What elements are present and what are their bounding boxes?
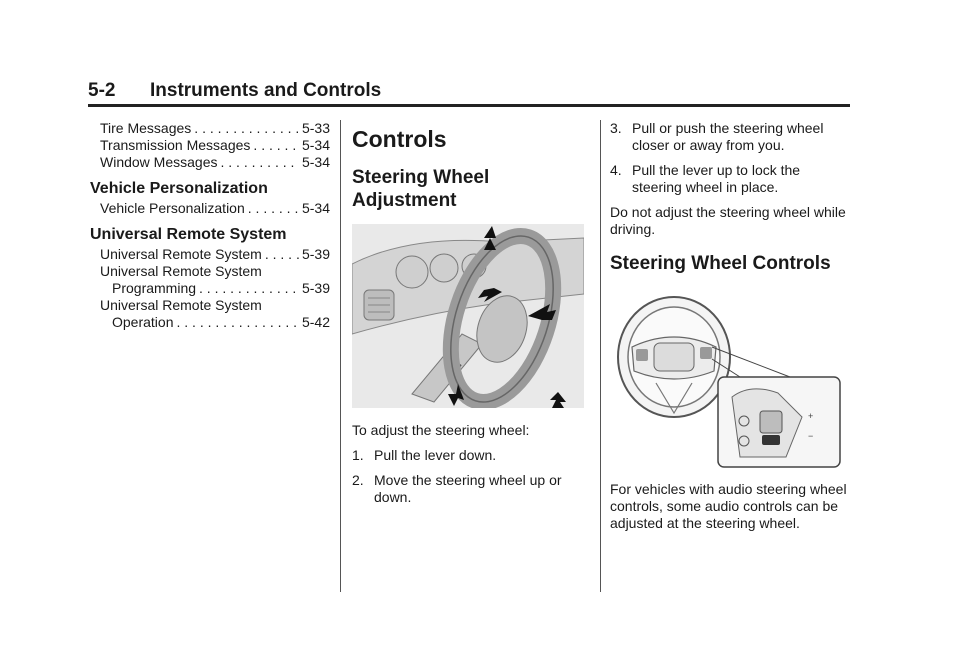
toc-column bbox=[90, 120, 330, 331]
subsection-heading: Steering Wheel Controls bbox=[610, 253, 831, 274]
column-divider bbox=[340, 120, 341, 592]
section-heading: Controls bbox=[352, 126, 447, 152]
toc-heading: Vehicle Personalization bbox=[90, 180, 268, 197]
page-number: 5-2 bbox=[88, 80, 116, 101]
warning-text: Do not adjust the steering wheel while driving. bbox=[610, 204, 846, 237]
toc-entry[interactable]: Tire Messages . . . 5-33 bbox=[90, 120, 330, 137]
toc-entry[interactable]: Operation . . . 5-42 bbox=[90, 314, 330, 331]
toc-entry[interactable]: Window Messages . . . 5-34 bbox=[90, 154, 330, 171]
column-divider bbox=[600, 120, 601, 592]
steering-adjustment-illustration bbox=[352, 224, 584, 408]
toc-heading: Universal Remote System bbox=[90, 226, 287, 243]
list-item: 4. Pull the lever up to lock the steering wheel in place. bbox=[610, 162, 801, 195]
body-text: For vehicles with audio steering wheel controls, some audio controls can be adjusted at the steering wheel. bbox=[610, 481, 847, 531]
content-column-3 bbox=[610, 120, 850, 540]
header-rule bbox=[88, 104, 850, 107]
list-item: 2. Move the steering wheel up or down. bbox=[352, 472, 562, 505]
section-title: Instruments and Controls bbox=[150, 80, 382, 101]
svg-text:−: − bbox=[808, 431, 814, 441]
svg-text:+: + bbox=[808, 411, 814, 421]
subsection-heading: Steering Wheel Adjustment bbox=[352, 167, 490, 211]
toc-entry[interactable]: Programming . . . 5-39 bbox=[90, 280, 330, 297]
toc-entry[interactable]: Transmission Messages . . . 5-34 bbox=[90, 137, 330, 154]
body-text: To adjust the steering wheel: bbox=[352, 422, 530, 438]
page-header bbox=[88, 80, 850, 106]
list-item: 3. Pull or push the steering wheel closer or away from you. bbox=[610, 120, 824, 153]
list-item: 1. Pull the lever down. bbox=[352, 447, 497, 463]
toc-entry[interactable]: Universal Remote System . . . 5-39 bbox=[90, 246, 330, 263]
content-column-2 bbox=[352, 120, 588, 514]
toc-entry-line1[interactable]: Universal Remote System bbox=[100, 297, 262, 313]
toc-entry-line1[interactable]: Universal Remote System bbox=[100, 263, 262, 279]
toc-entry[interactable]: Vehicle Personalization . . . 5-34 bbox=[90, 200, 330, 217]
steering-wheel-controls-illustration bbox=[610, 287, 842, 471]
